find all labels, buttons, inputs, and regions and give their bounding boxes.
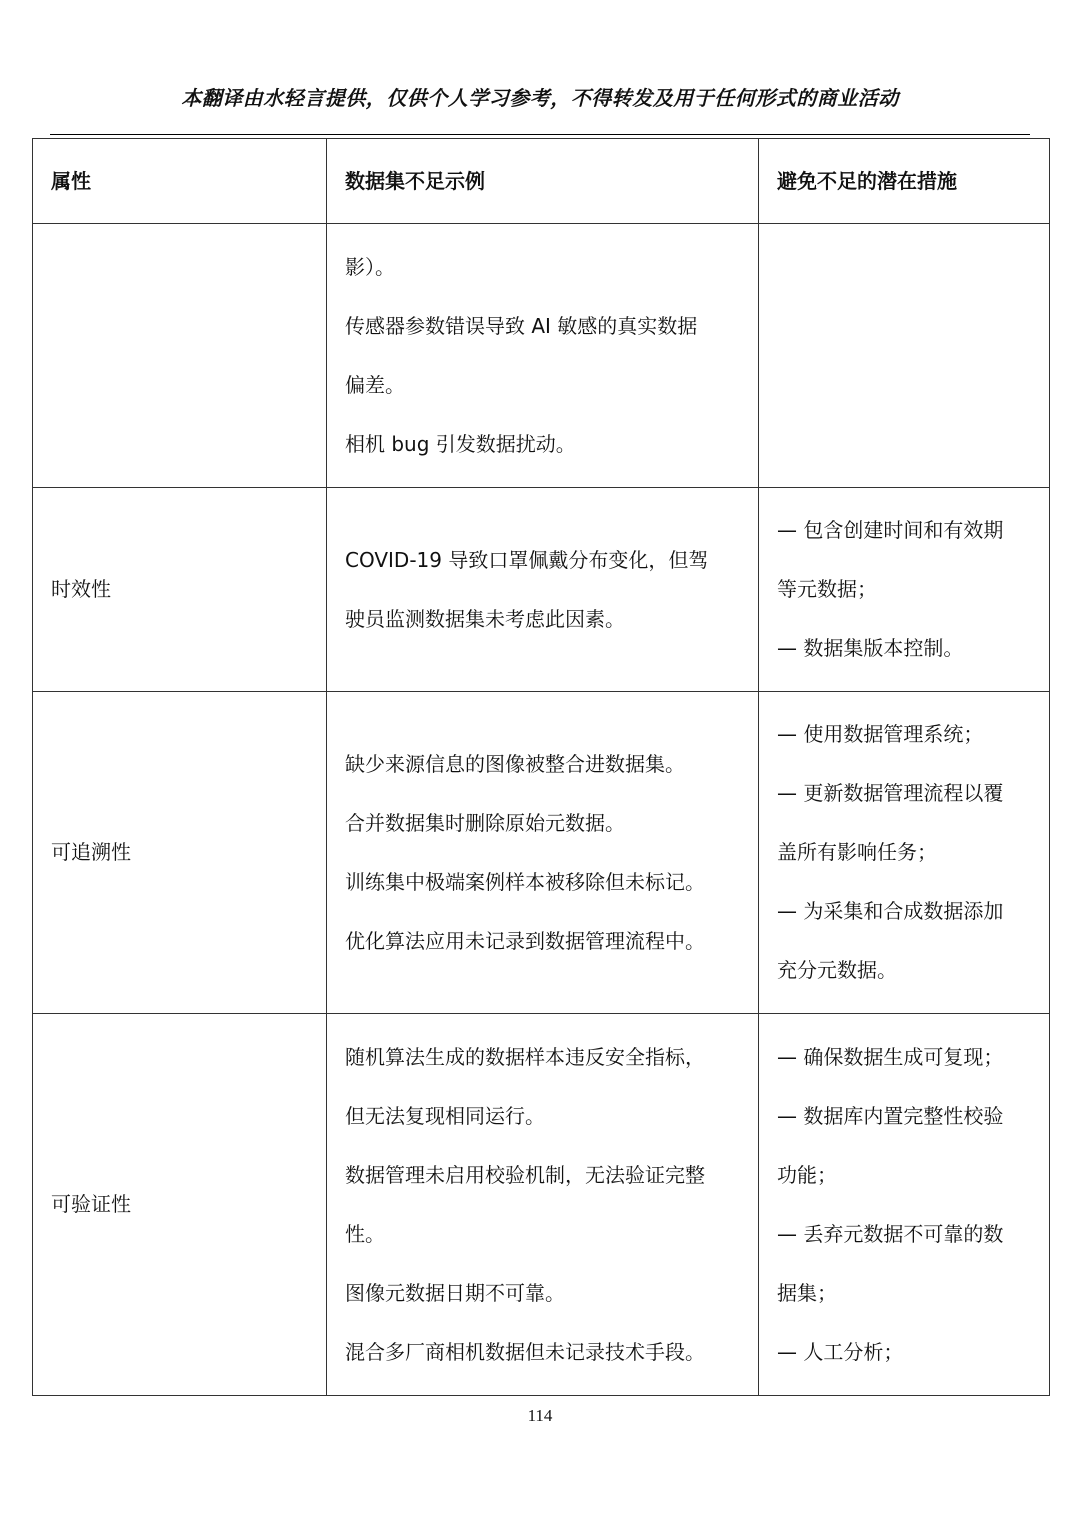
- measure-line: — 使用数据管理系统；: [777, 722, 984, 746]
- table-header-row: [33, 139, 1050, 224]
- header-divider: [50, 134, 1030, 135]
- example-line: 图像元数据日期不可靠。: [345, 1280, 565, 1305]
- example-line: 合并数据集时删除原始元数据。: [345, 810, 625, 835]
- document-header-notice: 本翻译由水轻言提供，仅供个人学习参考，不得转发及用于任何形式的商业活动: [181, 86, 899, 110]
- table-row: [33, 692, 1050, 1014]
- example-line: 性。: [345, 1221, 385, 1246]
- example-line: 偏差。: [345, 372, 405, 397]
- examples-cell: [327, 692, 759, 1014]
- table-row: [33, 1014, 1050, 1396]
- example-line: 影）。: [345, 254, 395, 279]
- requirements-table: [32, 138, 1050, 1396]
- table-row: [33, 488, 1050, 692]
- measures-cell: [759, 488, 1050, 692]
- examples-cell: [327, 224, 759, 488]
- attribute-cell: 可验证性: [33, 1014, 327, 1396]
- example-line: 驶员监测数据集未考虑此因素。: [345, 606, 625, 631]
- examples-cell: [327, 488, 759, 692]
- example-line: 数据管理未启用校验机制，无法验证完整: [345, 1162, 705, 1187]
- column-header-attribute: 属性: [33, 139, 327, 224]
- measure-line: 等元数据；: [777, 577, 877, 601]
- measure-line: — 数据库内置完整性校验: [777, 1103, 1004, 1128]
- example-line: 随机算法生成的数据样本违反安全指标，: [345, 1044, 705, 1069]
- measure-line: — 更新数据管理流程以覆: [777, 781, 1004, 805]
- attribute-cell: 可追溯性: [33, 692, 327, 1014]
- example-line: 优化算法应用未记录到数据管理流程中。: [345, 928, 705, 953]
- page-number: 114: [527, 1406, 553, 1425]
- measure-line: — 包含创建时间和有效期: [777, 518, 1004, 542]
- example-line: 训练集中极端案例样本被移除但未标记。: [345, 869, 705, 894]
- column-header-measures: 避免不足的潜在措施: [759, 139, 1050, 224]
- column-header-examples: 数据集不足示例: [327, 139, 759, 224]
- measure-line: 据集；: [777, 1280, 837, 1305]
- attribute-cell: [33, 224, 327, 488]
- example-line: 混合多厂商相机数据但未记录技术手段。: [345, 1339, 705, 1364]
- example-line: COVID-19 导致口罩佩戴分布变化，但驾: [345, 547, 709, 572]
- measure-line: — 人工分析；: [777, 1339, 904, 1364]
- measure-line: — 丢弃元数据不可靠的数: [777, 1221, 1004, 1246]
- measures-cell: [759, 1014, 1050, 1396]
- measure-line: 功能；: [777, 1162, 837, 1187]
- measures-cell: [759, 692, 1050, 1014]
- measures-cell: [759, 224, 1050, 488]
- table-row: [33, 224, 1050, 488]
- example-line: 但无法复现相同运行。: [345, 1103, 545, 1128]
- example-line: 相机 bug 引发数据扰动。: [345, 431, 576, 456]
- example-line: 传感器参数错误导致 AI 敏感的真实数据: [345, 313, 698, 338]
- measure-line: 盖所有影响任务；: [777, 840, 937, 864]
- measure-line: — 数据集版本控制。: [777, 636, 964, 660]
- measure-line: — 为采集和合成数据添加: [777, 899, 1004, 923]
- attribute-cell: 时效性: [33, 488, 327, 692]
- example-line: 缺少来源信息的图像被整合进数据集。: [345, 751, 685, 776]
- measure-line: — 确保数据生成可复现；: [777, 1044, 1004, 1069]
- measure-line: 充分元数据。: [777, 958, 897, 982]
- examples-cell: [327, 1014, 759, 1396]
